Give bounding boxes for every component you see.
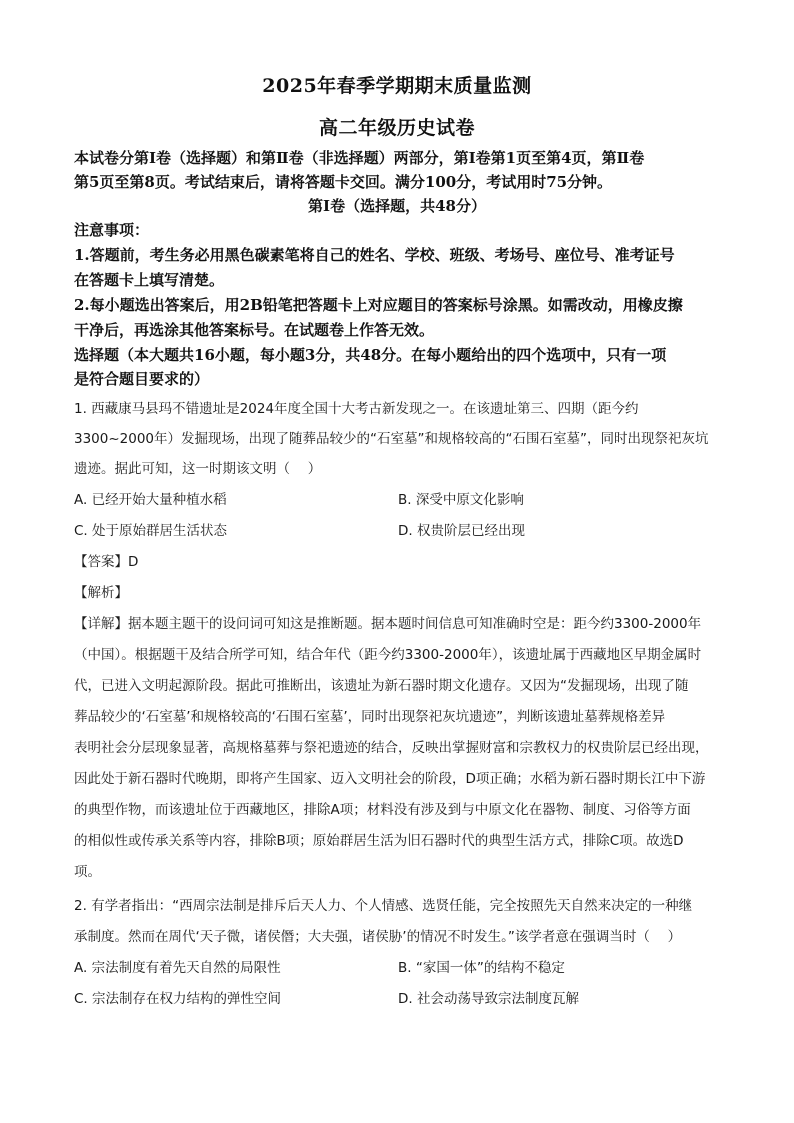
exam-subtitle: 高二年级历史试卷 xyxy=(318,117,475,139)
section-title: 第Ⅰ卷（选择题，共48分） xyxy=(308,197,486,215)
q1-detail-line-5: 表明社会分层现象显著，高规格墓葬与祭祀遗迹的结合，反映出掌握财富和宗教权力的权贵阶层已经出现， xyxy=(74,740,709,756)
q2-stem-line-2: 承制度。然而在周代‘天子微，诸侯僭；大夫强，诸侯胁’的情况不时发生。”该学者意在强调当时（ ） xyxy=(74,929,682,945)
q1-detail-line-1: 【详解】据本题主题干的设问词可知这是推断题。据本题时间信息可知准确时空是：距今约3300-2000年 xyxy=(74,616,702,632)
q1-detail-line-9: 项。 xyxy=(74,864,101,880)
q2-option-a: A. 宗法制度有着先天自然的局限性 xyxy=(74,960,281,976)
q1-stem-line-3: 遗迹。据此可知，这一时期该文明（ ） xyxy=(74,461,322,477)
q1-detail-line-4: 葬品较少的‘石室墓’和规格较高的‘石围石室墓’，同时出现祭祀灰坑遗迹”，判断该遗址墓葬规格差异 xyxy=(74,709,666,725)
q1-option-a: A. 已经开始大量种植水稻 xyxy=(74,492,227,508)
q1-detail-line-3: 代，已进入文明起源阶段。据此可推断出，该遗址为新石器时期文化遗存。又因为“发掘现场，出现了随 xyxy=(74,678,689,694)
choice-intro-line-2: 是符合题目要求的） xyxy=(74,370,210,388)
q1-analysis-label: 【解析】 xyxy=(74,585,128,601)
q1-option-b: B. 深受中原文化影响 xyxy=(398,492,524,508)
q1-option-d: D. 权贵阶层已经出现 xyxy=(398,523,525,539)
notes-line-3: 2.每小题选出答案后，用2B铅笔把答题卡上对应题目的答案标号涂黑。如需改动，用橡皮擦 xyxy=(74,296,683,314)
q2-option-c: C. 宗法制存在权力结构的弹性空间 xyxy=(74,991,282,1007)
q2-option-b: B. “家国一体”的结构不稳定 xyxy=(398,960,565,976)
q1-detail-line-2: （中国）。根据题干及结合所学可知，结合年代（距今约3300-2000年），该遗址属于西藏地区早期金属时 xyxy=(74,647,702,663)
exam-title: 2025年春季学期期末质量监测 xyxy=(262,75,532,97)
q1-detail-line-6: 因此处于新石器时代晚期，即将产生国家、迈入文明社会的阶段，D项正确；水稻为新石器时期长江中下游 xyxy=(74,771,706,787)
intro-line-2: 第5页至第8页。考试结束后，请将答题卡交回。满分100分，考试用时75分钟。 xyxy=(74,173,613,191)
q1-detail-line-8: 的相似性或传承关系等内容，排除B项；原始群居生活为旧石器时代的典型生活方式，排除C项。故选D xyxy=(74,833,684,849)
notes-line-4: 干净后，再选涂其他答案标号。在试题卷上作答无效。 xyxy=(74,321,435,339)
q2-stem-line-1: 2. 有学者指出：“西周宗法制是排斥后天人力、个人情感、选贤任能，完全按照先天自然来决定的一种继 xyxy=(74,898,693,914)
q1-answer: 【答案】D xyxy=(74,554,139,570)
q1-stem-line-2: 3300~2000年）发掘现场，出现了随葬品较少的“石室墓”和规格较高的“石围石室墓”，同时出现祭祀灰坑 xyxy=(74,431,709,447)
q1-detail-line-7: 的典型作物，而该遗址位于西藏地区，排除A项；材料没有涉及到与中原文化在器物、制度、习俗等方面 xyxy=(74,802,691,818)
choice-intro-line-1: 选择题（本大题共16小题，每小题3分，共48分。在每小题给出的四个选项中，只有一项 xyxy=(74,346,667,364)
notes-heading: 注意事项： xyxy=(74,221,150,239)
notes-line-2: 在答题卡上填写清楚。 xyxy=(74,271,225,289)
q1-stem-line-1: 1. 西藏康马县玛不错遗址是2024年度全国十大考古新发现之一。在该遗址第三、四期（距今约 xyxy=(74,401,639,417)
notes-line-1: 1.答题前，考生务必用黑色碳素笔将自己的姓名、学校、班级、考场号、座位号、准考证号 xyxy=(74,246,675,264)
q2-option-d: D. 社会动荡导致宗法制度瓦解 xyxy=(398,991,579,1007)
q1-option-c: C. 处于原始群居生活状态 xyxy=(74,523,228,539)
intro-line-1: 本试卷分第Ⅰ卷（选择题）和第Ⅱ卷（非选择题）两部分，第Ⅰ卷第1页至第4页，第Ⅱ卷 xyxy=(74,149,645,167)
